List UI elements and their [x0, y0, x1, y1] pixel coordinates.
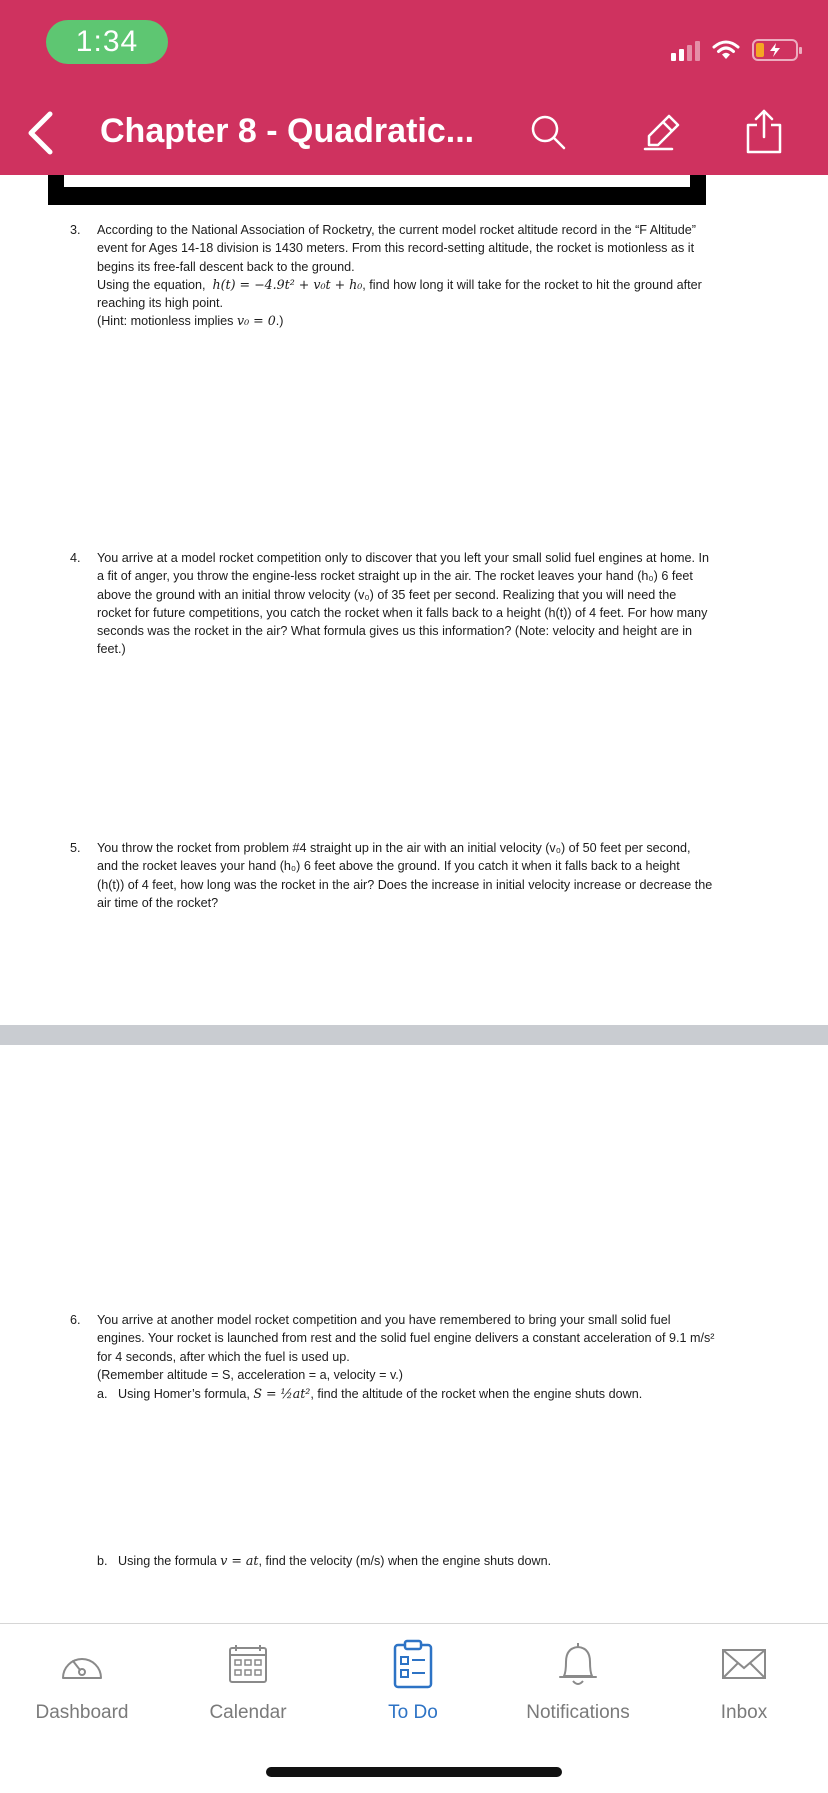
question-number: 5.	[70, 841, 81, 855]
todo-clipboard-icon	[385, 1638, 441, 1690]
tab-notifications[interactable]	[508, 1638, 648, 1724]
dashboard-gauge-icon	[54, 1638, 110, 1690]
question-text: reaching its high point.	[97, 296, 224, 311]
question-text: According to the National Association of Rocketry, the current model rocket altitude record in the “F Altitude”	[97, 223, 696, 237]
tab-dashboard[interactable]	[12, 1638, 152, 1724]
tab-label: Dashboard	[35, 1702, 129, 1723]
question-number: 4.	[70, 551, 81, 565]
annotate-pen-icon[interactable]	[638, 108, 686, 156]
tab-label: To Do	[388, 1702, 438, 1723]
question-text: Using the equation, h(t) = −4.9t² + v₀t + h₀, find how long it will take for the rocket to hit the ground after	[97, 276, 702, 292]
equation: h(t) = −4.9t² + v₀t + h₀	[212, 276, 363, 292]
tab-calendar[interactable]	[178, 1638, 318, 1724]
home-indicator	[266, 1767, 562, 1777]
question-text: (Hint: motionless implies v₀ = 0.)	[97, 313, 284, 329]
question-text: begins its free-fall descent back to the ground.	[97, 259, 355, 274]
question-number: 6.	[70, 1313, 81, 1327]
question-text: You arrive at a model rocket competition only to discover that you left your small solid fuel engines at home. In	[97, 551, 710, 565]
cellular-signal-icon	[671, 39, 700, 61]
tab-label: Calendar	[209, 1702, 287, 1723]
tab-label: Inbox	[720, 1702, 768, 1723]
tab-label: Notifications	[526, 1702, 630, 1723]
question-number: 3.	[70, 223, 81, 237]
page-title: Chapter 8 - Quadratic...	[100, 112, 475, 150]
question-text: and the rocket leaves your hand (h₀) 6 feet above the ground. If you catch it when it falls back to a height	[97, 859, 680, 874]
previous-page-frame	[48, 175, 706, 205]
subquestion-6b: b. Using the formula v = at, find the velocity (m/s) when the engine shuts down.	[97, 1553, 552, 1568]
search-icon[interactable]	[524, 108, 572, 156]
mail-icon	[716, 1638, 772, 1690]
question-text: a fit of anger, you throw the engine-less rocket straight up in the air. The rocket leaves your hand (h₀) 6 feet	[97, 569, 693, 584]
page-separator	[0, 1025, 828, 1045]
question-text: air time of the rocket?	[97, 895, 219, 910]
bell-icon	[550, 1638, 606, 1690]
equation: v₀ = 0	[236, 313, 276, 329]
subquestion-6a: a. Using Homer’s formula, S = ½at², find the altitude of the rocket when the engine shuts down.	[97, 1386, 643, 1401]
back-chevron-icon[interactable]	[20, 108, 60, 158]
app-header	[0, 0, 828, 175]
status-time: 1:34	[46, 20, 168, 64]
question-text: rocket for future competitions, you catch the rocket when it falls back to a height (h(t)) of 4 feet. For how many	[97, 605, 708, 620]
question-text: You throw the rocket from problem #4 straight up in the air with an initial velocity (v₀) of 50 feet per second,	[97, 841, 691, 855]
calendar-icon	[220, 1638, 276, 1690]
question-text: event for Ages 14-18 division is 1430 meters. From this record-setting altitude, the rocket is motionless as it	[97, 241, 695, 256]
question-text: (Remember altitude = S, acceleration = a, velocity = v.)	[97, 1367, 404, 1382]
battery-icon	[752, 39, 798, 61]
question-text: for 4 seconds, after which the fuel is used up.	[97, 1349, 350, 1364]
question-text: seconds was the rocket in the air? What formula gives us this information? (Note: velocity and height are in	[97, 624, 692, 639]
wifi-icon	[712, 39, 740, 61]
question-text: engines. Your rocket is launched from rest and the solid fuel engine delivers a constant acceleration of 9.1 m/s²	[97, 1331, 715, 1346]
question-text: You arrive at another model rocket competition and you have remembered to bring your small solid fuel	[97, 1313, 671, 1327]
tab-inbox[interactable]	[674, 1638, 814, 1724]
share-icon[interactable]	[740, 108, 788, 156]
question-text: feet.)	[97, 642, 126, 657]
equation: v = at	[220, 1553, 259, 1568]
tab-todo[interactable]	[343, 1638, 483, 1724]
document-viewer[interactable]	[0, 175, 828, 1625]
question-text: (h(t)) of 4 feet, how long was the rocket in the air? Does the increase in initial velocity increase or decrease the	[97, 877, 713, 892]
equation: S = ½at²	[253, 1386, 311, 1401]
status-icons	[671, 36, 798, 64]
question-text: above the ground with an initial throw velocity (v₀) of 35 feet per second. Realizing that you will need the	[97, 587, 677, 602]
